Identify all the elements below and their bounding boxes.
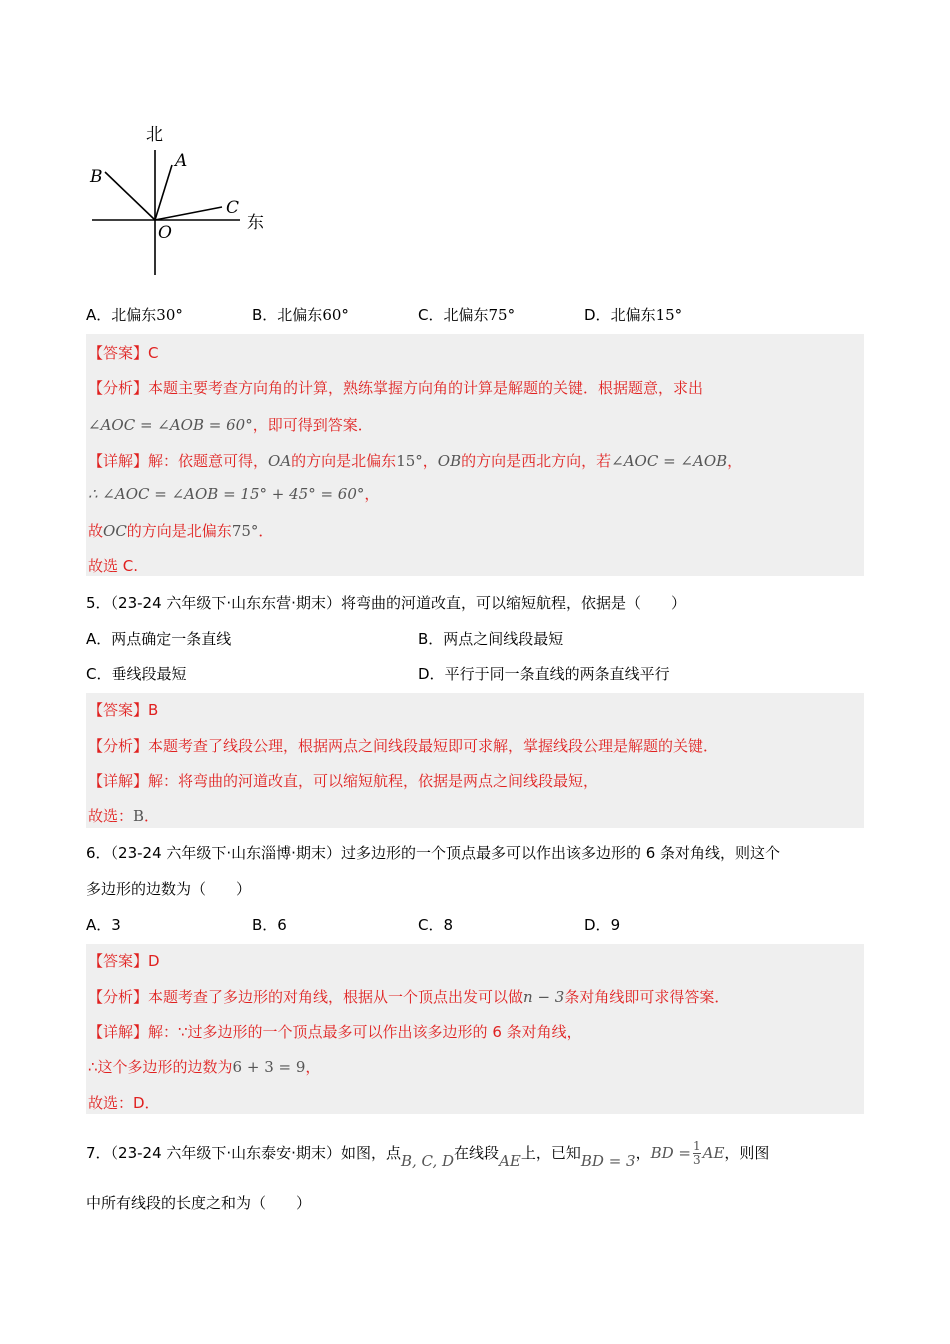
q4-conclusion [88,520,273,541]
detail-text: 的方向是西北方向，若 [461,452,612,470]
analysis-text: 本题考查了线段公理，根据两点之间线段最短即可求解，掌握线段公理是解题的关键． [148,737,719,755]
analysis-math: ∠AOC = ∠AOB = 60° [88,416,253,434]
q6-choose: 故选：D． [88,1094,160,1112]
q5-option-a[interactable] [86,628,231,649]
q6-stem-cont: 多边形的边数为（ ） [86,880,252,898]
choose-value: B [133,807,145,825]
detail-text: 解：∵过多边形的一个顶点最多可以作出该多边形的 6 条对角线， [148,1023,582,1041]
question-text: 如图，点 [340,1144,401,1162]
math-ob: OB [437,452,462,470]
analysis-label: 【分析】 [88,737,149,755]
q7-stem [86,1139,770,1170]
option-degree: 60° [322,306,349,324]
answer-label: 【答案】 [88,952,149,970]
q4-option-d[interactable] [584,304,682,325]
ray-oa [155,165,172,220]
q5-answer [88,699,158,720]
question-source: （23-24 六年级下·山东淄博·期末） [110,844,341,862]
q4-option-a[interactable] [86,304,183,325]
therefore-text: ， [305,1058,321,1076]
q4-detail [88,450,742,471]
therefore-tail: ， [364,485,380,503]
option-text: 8 [443,916,454,934]
q4-choose: 故选 C. [88,557,139,575]
q4-option-c[interactable] [418,304,515,325]
question-number: 7． [86,1144,111,1162]
question-number: 6． [86,844,111,862]
question-number: 5． [86,594,111,612]
therefore-math: 6 + 3 = 9 [232,1058,306,1076]
q5-stem [86,592,686,613]
choose-text: 故选： [88,807,134,825]
option-text: 9 [610,916,621,934]
q6-stem [86,842,780,863]
math-oc: OC [103,522,127,540]
frac-denominator: 3 [692,1153,701,1167]
frac-lhs: BD = [650,1144,691,1162]
option-letter: B． [252,916,278,934]
detail-text: ， [422,452,438,470]
question-text: 将弯曲的河道改直，可以缩短航程，依据是（ ） [340,594,686,612]
analysis-text: 本题考查了多边形的对角线，根据从一个顶点出发可以做 [148,988,524,1006]
analysis-text: 条对角线即可求得答案． [564,988,730,1006]
detail-label: 【详解】 [88,452,149,470]
question-text: 上，已知 [520,1144,581,1162]
option-letter: D． [418,665,445,683]
segment-ae: AE [499,1152,521,1170]
analysis-math: n − 3 [523,988,565,1006]
option-text: 3 [111,916,121,934]
q5-choose [88,805,159,826]
point-o-label: O [158,223,172,243]
option-letter: D． [584,306,611,324]
q5-option-d[interactable] [418,663,670,684]
option-text: 6 [277,916,287,934]
option-text: 北偏东 [610,306,656,324]
option-text: 北偏东 [443,306,489,324]
bd-equation: BD = 3 [580,1152,636,1170]
ray-ob [105,172,155,220]
question-text: 在线段 [454,1144,500,1162]
option-letter: A． [86,630,112,648]
q4-analysis-cont [88,414,373,435]
question-source: （23-24 六年级下·山东泰安·期末） [110,1144,341,1162]
question-source: （23-24 六年级下·山东东营·期末） [110,594,341,612]
q6-therefore [88,1056,320,1077]
option-letter: A． [86,306,112,324]
option-degree: 15° [655,306,683,324]
option-letter: B． [252,306,278,324]
q5-solution-box [86,693,864,828]
option-text: 北偏东 [111,306,157,324]
answer-value: D [148,952,160,970]
analysis-label: 【分析】 [88,379,149,397]
option-letter: C． [86,665,112,683]
q6-option-a[interactable] [86,914,121,935]
option-text: 两点之间线段最短 [443,630,564,648]
option-letter: B． [418,630,444,648]
question-text: 过多边形的一个顶点最多可以作出该多边形的 6 条对角线，则这个 [340,844,781,862]
math-75: 75° [231,522,259,540]
q4-analysis [88,377,703,398]
q5-detail [88,770,598,791]
detail-label: 【详解】 [88,772,149,790]
option-degree: 75° [488,306,516,324]
option-text: 垂线段最短 [111,665,187,683]
q4-therefore [88,483,379,504]
option-degree: 30° [156,306,183,324]
math-equation: ∠AOC = ∠AOB [611,452,728,470]
question-text: ，则图 [724,1144,770,1162]
q7-stem-cont: 中所有线段的长度之和为（ ） [86,1194,312,1212]
ray-oc [155,207,222,220]
q6-option-b[interactable] [252,914,287,935]
answer-value: C [148,344,159,362]
q6-detail [88,1021,582,1042]
option-text: 两点确定一条直线 [111,630,232,648]
frac-numerator: 1 [692,1139,701,1153]
option-text: 北偏东 [277,306,323,324]
answer-label: 【答案】 [88,701,149,719]
option-letter: A． [86,916,112,934]
math-oa: OA [268,452,292,470]
option-letter: C． [418,306,444,324]
math-15: 15° [396,452,423,470]
north-label: 北 [146,125,163,145]
answer-value: B [148,701,159,719]
option-text: 平行于同一条直线的两条直线平行 [444,665,670,683]
answer-label: 【答案】 [88,344,149,362]
detail-text: 的方向是北偏东 [291,452,397,470]
q4-option-b[interactable] [252,304,349,325]
analysis-text: 本题主要考查方向角的计算，熟练掌握方向角的计算是解题的关键．根据题意，求出 [148,379,704,397]
point-b-label: B [90,167,103,187]
q6-analysis [88,986,729,1007]
q5-analysis [88,735,718,756]
detail-text: 解：将弯曲的河道改直，可以缩短航程，依据是两点之间线段最短， [148,772,599,790]
detail-text: 解：依题意可得， [148,452,269,470]
point-a-label: A [175,151,188,171]
q6-answer [88,950,160,971]
point-c-label: C [226,198,240,218]
analysis-label: 【分析】 [88,988,149,1006]
q6-option-d[interactable] [584,914,620,935]
option-letter: D． [584,916,611,934]
therefore-text: ∴这个多边形的边数为 [88,1058,233,1076]
therefore-math: ∴ ∠AOC = ∠AOB = 15° + 45° = 60° [88,485,365,503]
question-text: ， [635,1144,651,1162]
conclusion-text: 故 [88,522,104,540]
detail-label: 【详解】 [88,1023,149,1041]
points-bcd: B, C, D [400,1152,455,1170]
q5-option-c[interactable] [86,663,187,684]
direction-figure [80,120,280,280]
detail-text: ， [727,452,743,470]
fraction [693,1140,701,1167]
frac-rhs: AE [702,1144,725,1162]
east-label: 东 [247,213,264,233]
analysis-tail: ，即可得到答案． [252,416,373,434]
conclusion-text: 的方向是北偏东 [126,522,232,540]
conclusion-text: ． [258,522,274,540]
q6-option-c[interactable] [418,914,453,935]
q5-option-b[interactable] [418,628,563,649]
option-letter: C． [418,916,444,934]
choose-text: ． [144,807,160,825]
q4-answer [88,342,159,363]
